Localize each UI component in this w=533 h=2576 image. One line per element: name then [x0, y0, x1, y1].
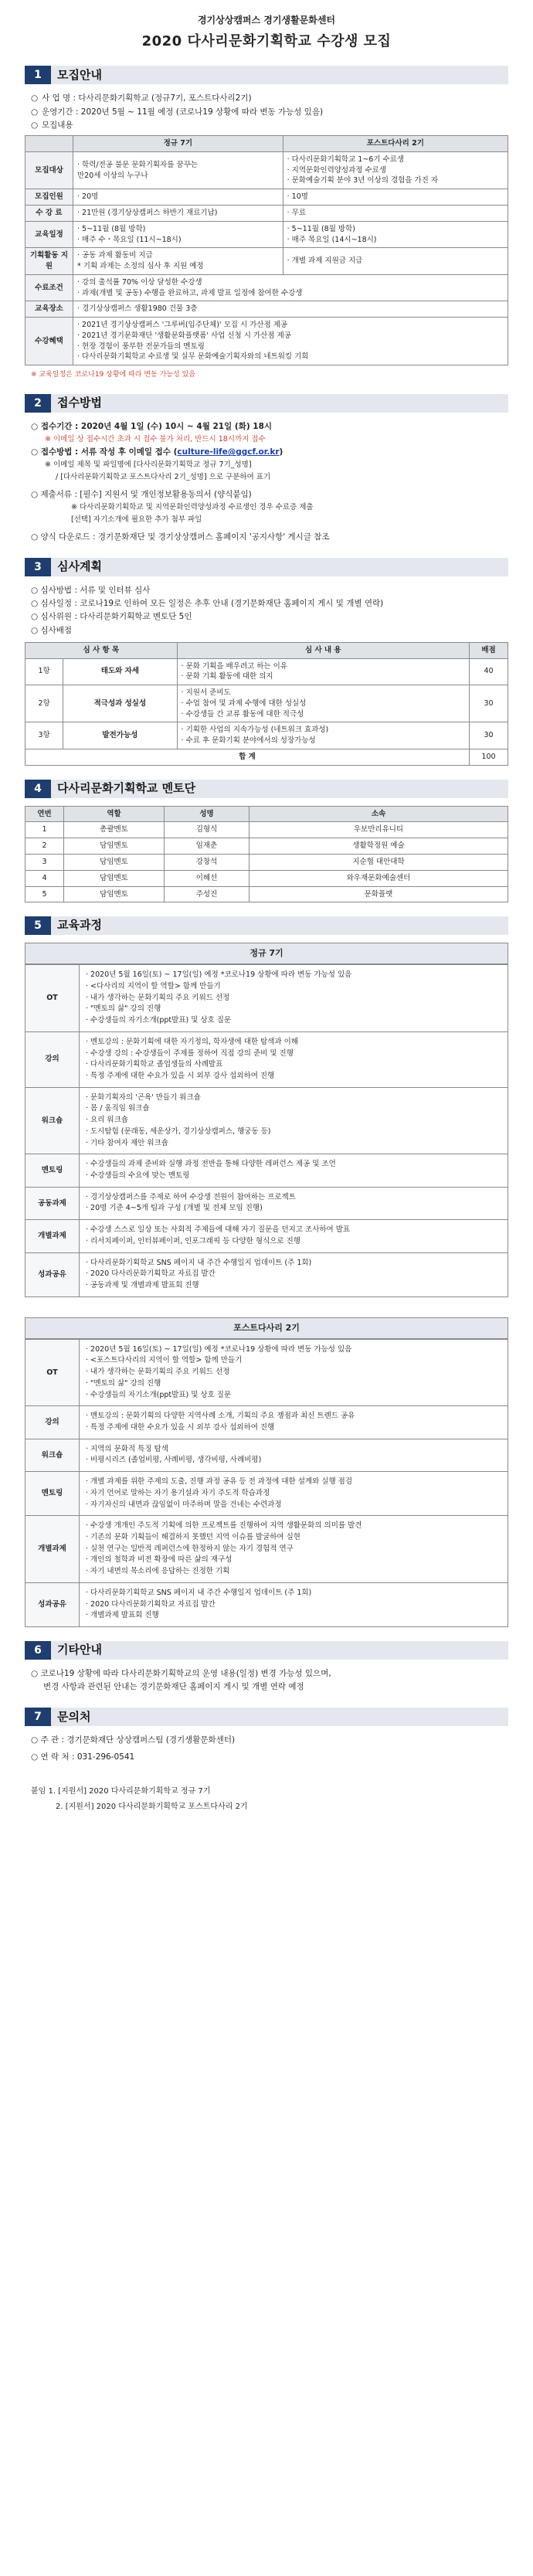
bullet-icon: ○: [31, 120, 39, 130]
curriculum-content: [80, 1087, 508, 1154]
text-line: 만20세 이상의 누구나: [77, 171, 148, 180]
section-1-header: [25, 66, 508, 84]
table-row: [25, 870, 508, 886]
curriculum-line: · 수강생 스스로 일상 또는 사회적 주제들에 대해 자기 질문을 던지고 조사하여 발표: [86, 1225, 351, 1235]
curriculum-line: · 경기상상캠퍼스를 주제로 하여 수강생 전원이 참여하는 프로젝트: [86, 1192, 296, 1201]
curriculum-label: 개별과제: [25, 1516, 80, 1583]
mentor-no: 2: [25, 838, 64, 855]
curriculum-line: · 다사리문화기획학교 SNS 페이지 내 주간 수행일지 업데이트 (주 1회): [86, 1588, 312, 1597]
form-download: ○ 양식 다운로드 : 경기문화재단 및 경기상상캠퍼스 홈페이지 '공지사항' 게시글 참조: [31, 532, 330, 542]
curriculum-label: 강의: [25, 1406, 80, 1439]
row-value-regular: [73, 205, 283, 221]
section-5-header: [25, 916, 508, 935]
table-row: [25, 886, 508, 902]
curriculum-line: · 자기 언어로 말하는 자기 용기설과 자기 주도적 학습과정: [86, 1488, 270, 1497]
table-row: [25, 685, 508, 722]
row-value: [73, 301, 508, 318]
text-line: · 21만원 (경기상상캠퍼스 하반기 재료기납): [77, 208, 218, 217]
info-text: 모집내용: [42, 120, 73, 130]
curriculum-line: · 실천 연구는 일반적 레퍼런스에 한정하지 않는 자기 경험적 연구: [86, 1544, 294, 1553]
bullet-icon: ○: [31, 93, 39, 104]
mentor-org: 문화플랫: [250, 886, 508, 902]
row-value-post: [283, 189, 508, 206]
curriculum-line: · 특정 주제에 대한 수요가 있을 시 외부 강사 섭외하여 진행: [86, 1071, 275, 1080]
info-line: [25, 106, 508, 119]
mentor-role: 담임멘토: [64, 838, 165, 855]
row-value-post: [283, 248, 508, 275]
curriculum-label: 멘토링: [25, 1154, 80, 1187]
section-number: 6: [25, 1641, 51, 1660]
row-label: 모집인원: [25, 189, 73, 206]
curriculum-content: [80, 1187, 508, 1219]
apply-period: ○ 접수기간 : 2020년 4월 1일 (수) 10시 ~ 4월 21일 (화) 18시: [31, 422, 273, 432]
etc-line-2: 변경 사항과 관련된 안내는 경기문화재단 홈페이지 게시 및 개별 연락 예정: [43, 1682, 304, 1692]
row-value-post: [283, 205, 508, 221]
row-label: 교육일정: [25, 221, 73, 248]
score-total-label: 합 계: [25, 749, 470, 765]
score-points: 40: [470, 658, 508, 685]
text-line: · 매주 수・목요일 (11시~18시): [77, 235, 182, 244]
curriculum-line: · 20명 기준 4~5개 팀과 구성 (개별 및 전체 모임 진행): [86, 1204, 263, 1213]
score-item: 태도와 자세: [63, 658, 177, 685]
table-row: [25, 1516, 508, 1583]
curriculum-line: · 멘토강의 : 문화기획에 대한 자기정의, 학자생에 대한 탐색과 이해: [86, 1037, 299, 1046]
apply-email-link[interactable]: culture-life@ggcf.or.kr: [177, 447, 280, 457]
mentor-no: 3: [25, 854, 64, 870]
text-line: · 개별 과제 지원금 지급: [287, 257, 363, 266]
table-row: [25, 248, 508, 275]
curriculum-line: · 내가 생각하는 문화기획의 주요 키워드 선정: [86, 993, 230, 1002]
score-points: 30: [470, 685, 508, 722]
section-6-header: [25, 1641, 508, 1660]
curriculum-line: · 도시탐험 (문래동, 세운상가, 경기상상캠퍼스, 행궁동 등): [86, 1127, 271, 1136]
score-header-content: 심 사 내 용: [177, 642, 469, 658]
row-label: 교육장소: [25, 301, 73, 318]
mentor-header-no: 연번: [25, 806, 64, 822]
curriculum-content: [80, 1031, 508, 1087]
curriculum-line: · 수강생들의 자기소개(ppt발표) 및 상호 질문: [86, 1390, 232, 1399]
section-title: 문의처: [51, 1708, 508, 1726]
curriculum-line: · 지역의 문화적 특징 탐색: [86, 1444, 168, 1453]
curriculum-label: OT: [25, 1339, 80, 1406]
table-row: [25, 1439, 508, 1471]
table-row: [25, 221, 508, 248]
text-line: · 다사리문화기획학교 1~6기 수료생: [287, 155, 405, 164]
table-row: [25, 722, 508, 749]
text-line: · 2021년 경기상상캠퍼스 '그루버(입주단체)' 모집 시 가산점 제공: [77, 321, 288, 330]
text-line: · 경기상상캠퍼스 생활1980 건물 3층: [77, 304, 198, 314]
mentor-name: 임재춘: [165, 838, 250, 855]
section-title: 교육과정: [51, 916, 508, 935]
text-line: · 문화 기획을 배우려고 하는 이유: [181, 661, 287, 671]
row-value: [73, 274, 508, 301]
table-row: [25, 274, 508, 301]
mentor-name: 김형식: [165, 822, 250, 838]
mentor-no: 4: [25, 870, 64, 886]
section-number: 7: [25, 1708, 51, 1726]
text-line: · 현장 경험이 풍부한 전문가들의 멘토링: [77, 342, 205, 351]
curriculum-content: [80, 1516, 508, 1583]
mentor-role: 총괄멘토: [64, 822, 165, 838]
curriculum-line: · 자기 내면의 목소리에 응답하는 진정한 기획: [86, 1567, 230, 1576]
recruit-table: [25, 135, 508, 365]
curriculum-line: · <포스트다사리의 지역이 할 역할> 함께 만들기: [86, 1356, 243, 1365]
score-points: 30: [470, 722, 508, 749]
curriculum-content: [80, 1406, 508, 1439]
text-line: · 수업 참여 및 과제 수행에 대한 성실성: [181, 698, 307, 708]
curriculum-label: 성과공유: [25, 1252, 80, 1296]
curriculum-line: · 내가 생각하는 문화기획의 주요 키워드 선정: [86, 1368, 230, 1377]
table-row: [25, 205, 508, 221]
table-row: [25, 965, 508, 1032]
row-label: 수강혜택: [25, 318, 73, 365]
curriculum-content: [80, 1582, 508, 1626]
score-content: [177, 685, 469, 722]
text-line: · 10명: [287, 192, 308, 202]
section-7-header: [25, 1708, 508, 1726]
text-line: · 수료 후 문화기획 분야에서의 성장가능성: [181, 736, 316, 746]
curriculum-content: [80, 1339, 508, 1406]
documents-required: ○ 제출서류 : [필수] 지원서 및 개인정보활용동의서 (양식붙임): [31, 489, 252, 499]
text-line: · 문화예술기획 분야 3년 이상의 경험을 가진 자: [287, 176, 439, 185]
text-line: · 공동 과제 활동비 지급: [77, 251, 153, 260]
score-no: 3항: [25, 722, 63, 749]
score-no: 2항: [25, 685, 63, 722]
info-line: ○ 심사방법 : 서류 및 인터뷰 심사: [31, 585, 151, 595]
table-row: [25, 301, 508, 318]
curriculum-line: · 문화기획자의 '곤욕' 만들기 워크숍: [86, 1093, 201, 1102]
table-row: [25, 854, 508, 870]
mentor-name: 강창석: [165, 854, 250, 870]
table-row: [25, 318, 508, 365]
row-value: [73, 318, 508, 365]
mentor-header-role: 역할: [64, 806, 165, 822]
section-title: 기타안내: [51, 1641, 508, 1660]
section-2-header: [25, 394, 508, 413]
curriculum-post-table: [25, 1339, 508, 1627]
curriculum-line: · 다사리문화기획학교 졸업생들의 사례발표: [86, 1060, 223, 1069]
section-number: 4: [25, 780, 51, 798]
text-line: · 과제(개별 및 공동) 수행을 완료하고, 과제 발표 일정에 참여한 수강생: [77, 288, 303, 297]
text-line: · 강의 출석률 70% 이상 달성한 수강생: [77, 277, 202, 287]
mentor-role: 담임멘토: [64, 854, 165, 870]
info-text: 운영기간 : 2020년 5월 ~ 11월 예정 (코로나19 상황에 따라 변동 가능성 있음): [42, 107, 324, 117]
attachments: [25, 1784, 508, 1816]
curriculum-label: 워크숍: [25, 1439, 80, 1471]
text-line: · 20명: [77, 192, 99, 202]
section-number: 2: [25, 394, 51, 413]
curriculum-line: · 수강생 개개인 주도적 기획에 의한 프로젝트를 진행하여 지역 생활문화의 의미를 발견: [86, 1521, 362, 1531]
text-line: · 5~11월 (8월 방학): [77, 224, 146, 233]
row-label: 모집대상: [25, 151, 73, 189]
contact-phone: ○ 연 락 처 : 031-296-0541: [31, 1752, 135, 1762]
info-line: ○ 심사위원 : 다사리문화기획학교 멘토단 5인: [31, 612, 192, 622]
apply-method: [25, 446, 508, 459]
mentor-no: 1: [25, 822, 64, 838]
text-line: · 지원서 준비도: [181, 688, 231, 698]
mentor-header-org: 소속: [250, 806, 508, 822]
info-text: 사 업 명 : 다사리문화기획학교 (정규7기, 포스트다사리2기): [42, 93, 252, 104]
text-line: · 매주 목요일 (14시~18시): [287, 235, 377, 244]
table-row: [25, 1187, 508, 1219]
row-value-regular: [73, 248, 283, 275]
curriculum-line: · 멘토강의 : 문화기획의 다양한 지역사례 소개, 기획의 주요 쟁점과 최신 트렌드 공유: [86, 1412, 355, 1421]
curriculum-line: · 비평시리즈 (졸업비평, 사례비평, 생각비평, 사례비평): [86, 1456, 262, 1465]
apply-period-note: ※ 이메일 상 접수시간 초과 시 접수 불가 처리, 반드시 18시까지 접수: [45, 435, 266, 444]
row-label: 수 강 료: [25, 205, 73, 221]
score-table: [25, 642, 508, 766]
section-number: 5: [25, 916, 51, 935]
curriculum-label: 멘토링: [25, 1472, 80, 1516]
curriculum-line: · 2020 다사리문화기획학교 자료집 발간: [86, 1599, 216, 1609]
curriculum-line: · 공동과제 및 개별과제 발표회 진행: [86, 1281, 199, 1290]
section-title: 다사리문화기획학교 멘토단: [51, 780, 508, 798]
table-row: [25, 1220, 508, 1252]
table-row: [25, 658, 508, 685]
mentor-name: 주성진: [165, 886, 250, 902]
curriculum-line: · "멘토의 삶" 강의 진행: [86, 1004, 161, 1014]
curriculum-line: · "멘토의 삶" 강의 진행: [86, 1378, 161, 1388]
score-no: 1항: [25, 658, 63, 685]
curriculum-line: · 수강생들의 과제 준비와 실행 과정 전반을 통해 다양한 레퍼런스 제공 및 조언: [86, 1160, 336, 1169]
curriculum-line: · <다사리의 지역이 할 역할> 함께 만들기: [86, 981, 221, 991]
table-row: [25, 151, 508, 189]
documents-note: ※ 다사리문화기획학교 및 지역문화인력양성과정 수료생인 경우 수료증 제출: [71, 503, 314, 512]
score-total-value: 100: [470, 749, 508, 765]
attachment-1[interactable]: 붙임 1. [지원서] 2020 다사리문화기획학교 정규 7기: [31, 1786, 211, 1796]
attachment-2[interactable]: 2. [지원서] 2020 다사리문화기획학교 포스트다사리 2기: [56, 1803, 248, 1812]
mentor-role: 담임멘토: [64, 870, 165, 886]
curriculum-line: · 몸 / 움직임 워크숍: [86, 1104, 150, 1113]
row-value-post: [283, 221, 508, 248]
text-line: · 다사리문화기획학교 수료생 및 실무 문화예술기획자와의 네트워킹 기회: [77, 352, 309, 362]
etc-line-1: ○ 코로나19 상황에 따라 다사리문화기획학교의 운영 내용(일정) 변경 가능성 있으며,: [31, 1669, 331, 1679]
section-number: 3: [25, 558, 51, 576]
curriculum-content: [80, 1154, 508, 1187]
mentor-header-name: 성명: [165, 806, 250, 822]
mentor-org: 와우재문화예술센터: [250, 870, 508, 886]
text-line: · 지역문화인력양성과정 수료생: [287, 165, 387, 175]
table-row: [25, 838, 508, 855]
org-name: 경기상상캠퍼스 경기생활문화센터: [197, 15, 336, 25]
curriculum-label: 강의: [25, 1031, 80, 1087]
mentor-org: 생활학정원 예술: [250, 838, 508, 855]
curriculum-line: · 특정 주제에 대한 수요가 있을 시 외부 강사 섭외하여 진행: [86, 1422, 275, 1432]
text-line: · 5~11월 (8월 방학): [287, 224, 355, 233]
section-3-header: [25, 558, 508, 576]
section-title: 접수방법: [51, 394, 508, 413]
score-header-item: 심 사 항 목: [25, 642, 178, 658]
curriculum-content: [80, 1220, 508, 1252]
curriculum-line: · 2020년 5월 16일(토) ~ 17일(일) 예정 *코로나19 상황에 따라 변동 가능성 있음: [86, 970, 352, 980]
documents-optional: [선택] 자기소개에 필요한 추가 첨부 파일: [71, 515, 202, 524]
row-value-post: [283, 151, 508, 189]
apply-method-close: ): [279, 447, 283, 457]
score-header-points: 배점: [470, 642, 508, 658]
curriculum-line: · 리서치페이퍼, 인터뷰페이퍼, 인포그래픽 등 다양한 형식으로 진행: [86, 1236, 300, 1246]
curriculum-content: [80, 965, 508, 1032]
mentor-role: 담임멘토: [64, 886, 165, 902]
table-row: [25, 1406, 508, 1439]
curriculum-post-title: 포스트다사리 2기: [25, 1317, 508, 1339]
curriculum-content: [80, 1472, 508, 1516]
info-line: [25, 92, 508, 105]
text-line: · 문화 기획 활동에 대한 의지: [181, 672, 273, 681]
text-line: · 2021년 경기문화재단 '생활문화플랫폼' 사업 신청 시 가산점 제공: [77, 331, 291, 340]
text-line: · 무료: [287, 208, 307, 217]
curriculum-line: · 2020년 5월 16일(토) ~ 17일(일) 예정 *코로나19 상황에 따라 변동 가능성 있음: [86, 1344, 352, 1354]
score-content: [177, 658, 469, 685]
curriculum-label: 성과공유: [25, 1582, 80, 1626]
score-content: [177, 722, 469, 749]
curriculum-line: · 수강생 강의 : 수강생들이 주제를 정하여 직접 강의 준비 및 진행: [86, 1048, 294, 1058]
row-label: 수료조건: [25, 274, 73, 301]
score-item: 적극성과 성실성: [63, 685, 177, 722]
table-row: [25, 1472, 508, 1516]
section-title: 모집안내: [51, 66, 508, 84]
curriculum-label: OT: [25, 965, 80, 1032]
section-1-lines: [25, 92, 508, 132]
text-line: · 기획한 사업의 지속가능성 (네트워크 효과성): [181, 726, 329, 735]
text-line: · 수강생들 간 교류 활동에 대한 적극성: [181, 709, 304, 719]
curriculum-label: 공동과제: [25, 1187, 80, 1219]
curriculum-line: · 요리 워크숍: [86, 1116, 128, 1125]
doc-title: 2020 다사리문화기획학교 수강생 모집: [141, 33, 392, 50]
section-4-header: [25, 780, 508, 798]
table-row: [25, 1031, 508, 1087]
col-post: 포스트다사리 2기: [283, 136, 508, 152]
info-line: ○ 심사일정 : 코로나19로 인하여 모든 일정은 추후 안내 (경기문화재단 홈페이지 게시 및 개별 연락): [31, 599, 384, 609]
table-row: [25, 822, 508, 838]
curriculum-regular-table: [25, 964, 508, 1297]
email-subject-note-1: ※ 이메일 제목 및 파일명에 [다사리문화기획학교 정규 7기_성명]: [45, 460, 252, 470]
table-corner: [25, 136, 73, 152]
row-label: 기획활동 지원: [25, 248, 73, 275]
curriculum-line: · 개별과제 발표회 진행: [86, 1611, 159, 1620]
curriculum-line: · 개별 과제를 위한 주제의 도출, 진행 과정 공유 등 전 과정에 대한 설계와 실행 점검: [86, 1477, 353, 1487]
info-line: ○ 심사배점: [31, 625, 73, 635]
schedule-note: ※ 교육일정은 코로나19 상황에 따라 변동 가능성 있음: [31, 371, 195, 379]
curriculum-content: [80, 1252, 508, 1296]
curriculum-line: · 자기자신의 내면과 끊임없이 마주하며 말을 건네는 수련과정: [86, 1500, 282, 1509]
table-row: [25, 1087, 508, 1154]
score-item: 발전가능성: [63, 722, 177, 749]
row-value-regular: [73, 189, 283, 206]
table-row: [25, 1339, 508, 1406]
table-row: [25, 1252, 508, 1296]
curriculum-line: · 기타 참여자 제안 워크숍: [86, 1138, 168, 1147]
doc-header: [25, 8, 508, 52]
row-value-regular: [73, 221, 283, 248]
row-value-regular: [73, 151, 283, 189]
text-line: · 학력/전공 불문 문화기획자를 꿈꾸는: [77, 160, 198, 169]
mentor-no: 5: [25, 886, 64, 902]
table-row: [25, 189, 508, 206]
section-title: 심사계획: [51, 558, 508, 576]
email-subject-note-2: / [다사리문화기획학교 포스트다사리 2기_성명] 으로 구분하여 표기: [56, 473, 271, 482]
curriculum-line: · 기존의 문화 기획들이 해결하지 못했던 지역 이슈를 발굴하여 실현: [86, 1533, 300, 1542]
mentor-name: 이혜선: [165, 870, 250, 886]
contact-host: ○ 주 관 : 경기문화재단 상상캠퍼스팀 (경기생활문화센터): [31, 1735, 236, 1745]
mentor-table: [25, 806, 508, 903]
info-line: [25, 119, 508, 132]
section-number: 1: [25, 66, 51, 84]
curriculum-line: · 2020 다사리문화기획학교 자료집 발간: [86, 1269, 216, 1279]
curriculum-label: 워크숍: [25, 1087, 80, 1154]
apply-method-text: ○ 접수방법 : 서류 작성 후 이메일 접수 (: [31, 447, 178, 457]
mentor-org: 지순협 대안대학: [250, 854, 508, 870]
curriculum-line: · 개인의 철학과 비전 확장에 따른 삶의 재구성: [86, 1555, 233, 1565]
mentor-org: 우보만리유니티: [250, 822, 508, 838]
curriculum-label: 개별과제: [25, 1220, 80, 1252]
curriculum-content: [80, 1439, 508, 1471]
table-row: [25, 1582, 508, 1626]
section-3-lines: [25, 584, 508, 637]
bullet-icon: ○: [31, 107, 39, 117]
col-regular: 정규 7기: [73, 136, 283, 152]
curriculum-regular-title: 정규 7기: [25, 943, 508, 964]
curriculum-line: · 수강생들의 자기소개(ppt발표) 및 상호 질문: [86, 1016, 232, 1025]
curriculum-line: · 수강생들의 수요에 맞는 멘토링: [86, 1171, 190, 1180]
table-row: [25, 1154, 508, 1187]
text-line: * 기획 과제는 소정의 심사 후 지원 예정: [77, 262, 204, 271]
curriculum-line: · 다사리문화기획학교 SNS 페이지 내 주간 수행일지 업데이트 (주 1회): [86, 1258, 312, 1267]
